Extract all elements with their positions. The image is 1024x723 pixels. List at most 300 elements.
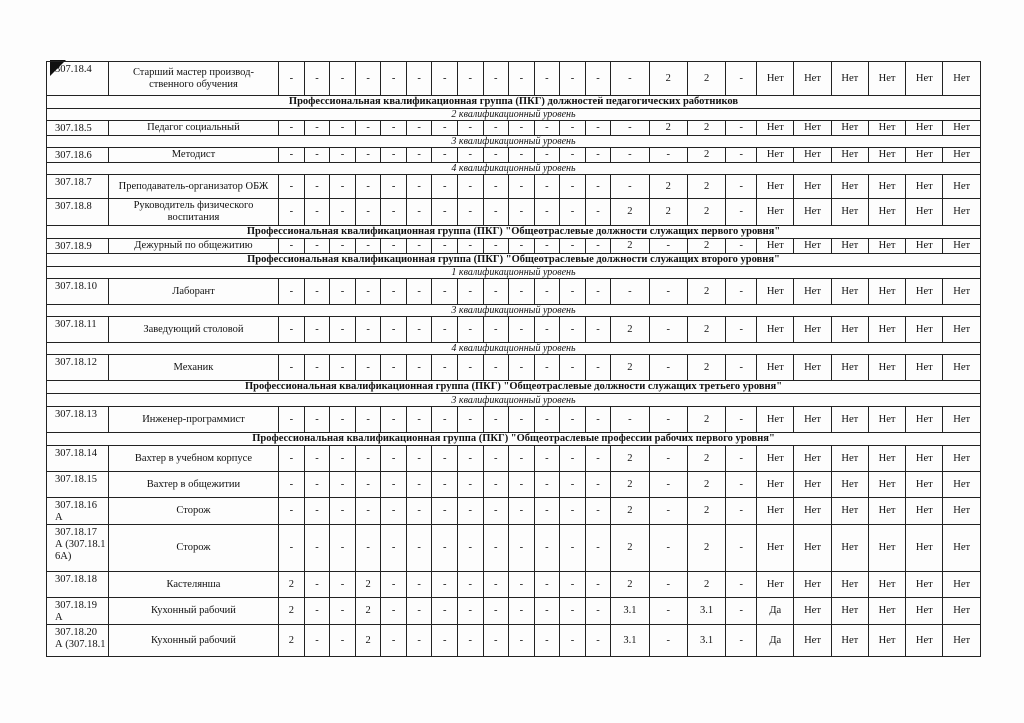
factor-cell: - — [611, 62, 649, 96]
factor-cell: 2 — [687, 148, 725, 163]
factor-cell: - — [406, 317, 432, 343]
factor-cell: - — [534, 525, 560, 572]
table-row — [47, 317, 981, 343]
factor-cell: - — [381, 239, 407, 254]
factor-cell: Нет — [794, 121, 831, 136]
factor-cell: - — [355, 498, 381, 525]
factor-cell: Нет — [943, 355, 981, 381]
level-row — [47, 267, 981, 279]
factor-cell: - — [355, 355, 381, 381]
qualification-level-text: 3 квалификационный уровень — [47, 136, 981, 148]
factor-cell: - — [534, 239, 560, 254]
factor-cell: - — [585, 407, 611, 433]
factor-cell: Нет — [794, 525, 831, 572]
factor-cell: - — [649, 317, 687, 343]
factor-cell: - — [585, 446, 611, 472]
factor-cell: Нет — [906, 199, 943, 226]
level-row — [47, 163, 981, 175]
factor-cell: - — [406, 121, 432, 136]
factor-cell: - — [509, 525, 535, 572]
factor-cell: Нет — [868, 239, 905, 254]
factor-cell: - — [457, 175, 483, 199]
factor-cell: - — [534, 355, 560, 381]
factor-cell: Нет — [831, 525, 868, 572]
factor-cell: - — [304, 498, 330, 525]
factor-cell: Нет — [906, 625, 943, 657]
factor-cell: - — [509, 355, 535, 381]
factor-cell: Нет — [757, 498, 794, 525]
factor-cell: 2 — [611, 239, 649, 254]
factor-cell: 2 — [611, 572, 649, 598]
factor-cell: Нет — [868, 279, 905, 305]
factor-cell: Нет — [794, 355, 831, 381]
factor-cell: - — [406, 148, 432, 163]
factor-cell: 2 — [687, 239, 725, 254]
factor-cell: Нет — [868, 199, 905, 226]
factor-cell: - — [330, 355, 356, 381]
factor-cell: - — [330, 239, 356, 254]
table-row — [47, 355, 981, 381]
factor-cell: Нет — [906, 407, 943, 433]
factor-cell: Нет — [757, 472, 794, 498]
factor-cell: Нет — [831, 175, 868, 199]
factor-cell: - — [483, 598, 509, 625]
position-name: Методист — [108, 148, 278, 163]
factor-cell: - — [534, 572, 560, 598]
group-header-text: Профессиональная квалификационная группа (ПКГ) "Общеотраслевые профессии рабочих первого уровня" — [47, 433, 981, 446]
factor-cell: - — [509, 62, 535, 96]
factor-cell: - — [457, 355, 483, 381]
factor-cell: - — [279, 148, 305, 163]
factor-cell: Нет — [906, 598, 943, 625]
factor-cell: - — [406, 446, 432, 472]
factor-cell: Нет — [757, 355, 794, 381]
factor-cell: - — [381, 572, 407, 598]
factor-cell: Нет — [943, 498, 981, 525]
factor-cell: Нет — [794, 625, 831, 657]
factor-cell: Нет — [794, 446, 831, 472]
factor-cell: - — [406, 279, 432, 305]
position-code: 307.18.9 — [47, 239, 109, 254]
factor-cell: 2 — [611, 472, 649, 498]
table-row — [47, 279, 981, 305]
group-header-text: Профессиональная квалификационная группа (ПКГ) "Общеотраслевые должности служащих второго уровня" — [47, 254, 981, 267]
factor-cell: - — [534, 148, 560, 163]
factor-cell: Нет — [757, 239, 794, 254]
factor-cell: - — [457, 148, 483, 163]
factor-cell: - — [649, 239, 687, 254]
factor-cell: - — [406, 239, 432, 254]
factor-cell: 2 — [611, 525, 649, 572]
factor-cell: - — [279, 317, 305, 343]
factor-cell: Нет — [831, 572, 868, 598]
factor-cell: Нет — [831, 317, 868, 343]
factor-cell: 2 — [611, 199, 649, 226]
factor-cell: - — [560, 317, 586, 343]
factor-cell: - — [381, 472, 407, 498]
factor-cell: - — [457, 279, 483, 305]
factor-cell: - — [304, 121, 330, 136]
factor-cell: 2 — [687, 407, 725, 433]
factor-cell: - — [381, 279, 407, 305]
factor-cell: - — [432, 121, 458, 136]
factor-cell: 2 — [279, 572, 305, 598]
factor-cell: - — [560, 148, 586, 163]
factor-cell: - — [406, 472, 432, 498]
factor-cell: - — [560, 572, 586, 598]
factor-cell: - — [649, 572, 687, 598]
factor-cell: - — [585, 355, 611, 381]
factor-cell: - — [279, 279, 305, 305]
factor-cell: Нет — [794, 498, 831, 525]
factor-cell: Нет — [906, 317, 943, 343]
factor-cell: - — [457, 239, 483, 254]
factor-cell: - — [726, 148, 757, 163]
factor-cell: - — [279, 355, 305, 381]
factor-cell: - — [534, 175, 560, 199]
group-header-row — [47, 433, 981, 446]
factor-cell: - — [457, 199, 483, 226]
factor-cell: - — [509, 199, 535, 226]
factor-cell: Нет — [831, 472, 868, 498]
factor-cell: 2 — [649, 199, 687, 226]
factor-cell: - — [381, 598, 407, 625]
factor-cell: - — [457, 625, 483, 657]
factor-cell: - — [585, 317, 611, 343]
factor-cell: - — [726, 199, 757, 226]
factor-cell: - — [726, 498, 757, 525]
position-code: 307.18.5 — [47, 121, 109, 136]
factor-cell: - — [355, 175, 381, 199]
factor-cell: - — [355, 279, 381, 305]
factor-cell: - — [330, 625, 356, 657]
factor-cell: - — [509, 598, 535, 625]
factor-cell: 2 — [355, 625, 381, 657]
factor-cell: Нет — [831, 625, 868, 657]
factor-cell: Нет — [831, 355, 868, 381]
factor-cell: - — [432, 355, 458, 381]
factor-cell: Нет — [943, 598, 981, 625]
position-name: Кухонный рабочий — [108, 625, 278, 657]
position-code: 307.18.4 — [47, 62, 109, 96]
table-row — [47, 446, 981, 472]
factor-cell: Нет — [757, 121, 794, 136]
factor-cell: - — [304, 62, 330, 96]
factor-cell: - — [483, 175, 509, 199]
factor-cell: - — [585, 62, 611, 96]
factor-cell: - — [649, 446, 687, 472]
factor-cell: - — [560, 279, 586, 305]
factor-cell: - — [381, 317, 407, 343]
factor-cell: - — [304, 572, 330, 598]
factor-cell: - — [355, 525, 381, 572]
factor-cell: Нет — [906, 472, 943, 498]
factor-cell: Нет — [943, 148, 981, 163]
factor-cell: - — [726, 62, 757, 96]
factor-cell: - — [406, 407, 432, 433]
factor-cell: - — [560, 625, 586, 657]
factor-cell: - — [457, 472, 483, 498]
factor-cell: - — [611, 279, 649, 305]
table-row — [47, 239, 981, 254]
factor-cell: - — [432, 175, 458, 199]
factor-cell: - — [585, 279, 611, 305]
factor-cell: - — [585, 572, 611, 598]
factor-cell: - — [611, 121, 649, 136]
factor-cell: - — [355, 148, 381, 163]
factor-cell: - — [509, 572, 535, 598]
factor-cell: Нет — [757, 407, 794, 433]
factor-cell: - — [432, 446, 458, 472]
factor-cell: Нет — [831, 148, 868, 163]
factor-cell: Нет — [831, 279, 868, 305]
factor-cell: - — [304, 355, 330, 381]
factor-cell: Нет — [831, 199, 868, 226]
factor-cell: 2 — [611, 498, 649, 525]
factor-cell: - — [534, 199, 560, 226]
factor-cell: - — [406, 625, 432, 657]
factor-cell: Нет — [868, 525, 905, 572]
position-name: Сторож — [108, 525, 278, 572]
factor-cell: - — [649, 525, 687, 572]
table-row — [47, 121, 981, 136]
factor-cell: 2 — [687, 199, 725, 226]
factor-cell: - — [355, 407, 381, 433]
factor-cell: - — [457, 525, 483, 572]
position-name: Руководитель физического воспитания — [108, 199, 278, 226]
factor-cell: 2 — [687, 446, 725, 472]
qualification-level-text: 3 квалификационный уровень — [47, 305, 981, 317]
factor-cell: - — [381, 446, 407, 472]
factor-cell: - — [355, 317, 381, 343]
factor-cell: - — [534, 446, 560, 472]
factor-cell: - — [726, 355, 757, 381]
factor-cell: Нет — [943, 472, 981, 498]
factor-cell: - — [483, 199, 509, 226]
factor-cell: - — [483, 279, 509, 305]
factor-cell: - — [560, 62, 586, 96]
factor-cell: - — [509, 407, 535, 433]
factor-cell: - — [483, 625, 509, 657]
factor-cell: - — [585, 239, 611, 254]
factor-cell: Нет — [794, 62, 831, 96]
factor-cell: Да — [757, 598, 794, 625]
factor-cell: - — [304, 175, 330, 199]
factor-cell: - — [355, 121, 381, 136]
factor-cell: - — [406, 62, 432, 96]
factor-cell: - — [330, 572, 356, 598]
factor-cell: Нет — [906, 148, 943, 163]
factor-cell: Нет — [868, 62, 905, 96]
factor-cell: - — [304, 625, 330, 657]
factor-cell: Нет — [943, 317, 981, 343]
factor-cell: - — [432, 498, 458, 525]
factor-cell: - — [585, 175, 611, 199]
factor-cell: - — [534, 121, 560, 136]
factor-cell: Нет — [757, 148, 794, 163]
table-row — [47, 598, 981, 625]
factor-cell: - — [279, 525, 305, 572]
factor-cell: - — [483, 446, 509, 472]
factor-cell: Нет — [794, 598, 831, 625]
factor-cell: 2 — [649, 121, 687, 136]
factor-cell: - — [432, 598, 458, 625]
table-row — [47, 407, 981, 433]
factor-cell: - — [585, 148, 611, 163]
factor-cell: - — [509, 239, 535, 254]
factor-cell: - — [406, 572, 432, 598]
factor-cell: - — [509, 317, 535, 343]
factor-cell: 2 — [687, 175, 725, 199]
factor-cell: - — [457, 62, 483, 96]
factor-cell: 3.1 — [611, 625, 649, 657]
factor-cell: - — [279, 498, 305, 525]
factor-cell: - — [304, 407, 330, 433]
group-header-row — [47, 254, 981, 267]
factor-cell: - — [279, 121, 305, 136]
factor-cell: Да — [757, 625, 794, 657]
factor-cell: Нет — [906, 525, 943, 572]
factor-cell: - — [304, 279, 330, 305]
factor-cell: - — [509, 625, 535, 657]
factor-cell: - — [534, 625, 560, 657]
group-header-text: Профессиональная квалификационная группа (ПКГ) должностей педагогических работников — [47, 96, 981, 109]
table-row — [47, 148, 981, 163]
factor-cell: - — [304, 199, 330, 226]
factor-cell: - — [432, 317, 458, 343]
factor-cell: 2 — [279, 598, 305, 625]
factor-cell: - — [330, 279, 356, 305]
factor-cell: - — [483, 572, 509, 598]
factor-cell: - — [304, 148, 330, 163]
factor-cell: - — [432, 239, 458, 254]
factor-cell: 2 — [649, 175, 687, 199]
factor-cell: Нет — [757, 317, 794, 343]
factor-cell: 2 — [687, 472, 725, 498]
factor-cell: - — [406, 199, 432, 226]
factor-cell: - — [509, 148, 535, 163]
factor-cell: - — [509, 175, 535, 199]
factor-cell: - — [483, 525, 509, 572]
factor-cell: 2 — [687, 572, 725, 598]
position-name: Преподаватель-организатор ОБЖ — [108, 175, 278, 199]
factor-cell: 2 — [687, 62, 725, 96]
factor-cell: 2 — [687, 279, 725, 305]
position-code: 307.18.13 — [47, 407, 109, 433]
factor-cell: 2 — [355, 572, 381, 598]
factor-cell: - — [560, 175, 586, 199]
position-code: 307.18.8 — [47, 199, 109, 226]
factor-cell: - — [457, 598, 483, 625]
factor-cell: - — [304, 239, 330, 254]
factor-cell: Нет — [943, 175, 981, 199]
factor-cell: - — [649, 498, 687, 525]
factor-cell: - — [406, 525, 432, 572]
factor-cell: Нет — [757, 279, 794, 305]
factor-cell: - — [726, 317, 757, 343]
group-header-row — [47, 381, 981, 394]
factor-cell: - — [585, 472, 611, 498]
factor-cell: - — [432, 472, 458, 498]
factor-cell: Нет — [794, 148, 831, 163]
factor-cell: Нет — [943, 525, 981, 572]
table-row — [47, 625, 981, 657]
position-code: 307.18.11 — [47, 317, 109, 343]
factor-cell: 2 — [279, 625, 305, 657]
factor-cell: Нет — [868, 121, 905, 136]
factor-cell: Нет — [794, 175, 831, 199]
factor-cell: - — [560, 407, 586, 433]
factor-cell: Нет — [868, 355, 905, 381]
factor-cell: Нет — [868, 625, 905, 657]
factor-cell: Нет — [868, 446, 905, 472]
factor-cell: - — [457, 446, 483, 472]
factor-cell: - — [534, 472, 560, 498]
factor-cell: - — [509, 446, 535, 472]
factor-cell: Нет — [868, 598, 905, 625]
factor-cell: - — [726, 279, 757, 305]
factor-cell: Нет — [868, 498, 905, 525]
factor-cell: Нет — [831, 62, 868, 96]
factor-cell: Нет — [831, 598, 868, 625]
factor-cell: - — [649, 279, 687, 305]
group-header-row — [47, 96, 981, 109]
factor-cell: Нет — [757, 446, 794, 472]
factor-cell: - — [534, 62, 560, 96]
factor-cell: - — [381, 175, 407, 199]
factor-cell: - — [560, 446, 586, 472]
factor-cell: - — [457, 121, 483, 136]
position-name: Педагог социальный — [108, 121, 278, 136]
level-row — [47, 136, 981, 148]
factor-cell: - — [649, 598, 687, 625]
factor-cell: - — [330, 446, 356, 472]
factor-cell: - — [726, 175, 757, 199]
factor-cell: - — [726, 472, 757, 498]
factor-cell: Нет — [906, 121, 943, 136]
factor-cell: - — [509, 498, 535, 525]
factor-cell: 2 — [687, 121, 725, 136]
factor-cell: - — [483, 121, 509, 136]
position-code: 307.18.19 А — [47, 598, 109, 625]
factor-cell: - — [560, 239, 586, 254]
position-name: Кастелянша — [108, 572, 278, 598]
factor-cell: - — [560, 498, 586, 525]
factor-cell: Нет — [757, 572, 794, 598]
factor-cell: Нет — [831, 121, 868, 136]
factor-cell: - — [585, 598, 611, 625]
factor-cell: Нет — [943, 121, 981, 136]
factor-cell: - — [585, 525, 611, 572]
factor-cell: - — [611, 407, 649, 433]
factor-cell: - — [279, 472, 305, 498]
factor-cell: Нет — [831, 498, 868, 525]
factor-cell: - — [381, 355, 407, 381]
position-code: 307.18.7 — [47, 175, 109, 199]
position-name: Инженер-программист — [108, 407, 278, 433]
factor-cell: Нет — [943, 62, 981, 96]
factor-cell: Нет — [794, 572, 831, 598]
factor-cell: - — [330, 62, 356, 96]
factor-cell: Нет — [868, 317, 905, 343]
level-row — [47, 394, 981, 407]
factor-cell: - — [534, 317, 560, 343]
factor-cell: - — [649, 355, 687, 381]
factor-cell: - — [279, 199, 305, 226]
factor-cell: - — [457, 317, 483, 343]
factor-cell: - — [330, 472, 356, 498]
factor-cell: - — [560, 472, 586, 498]
